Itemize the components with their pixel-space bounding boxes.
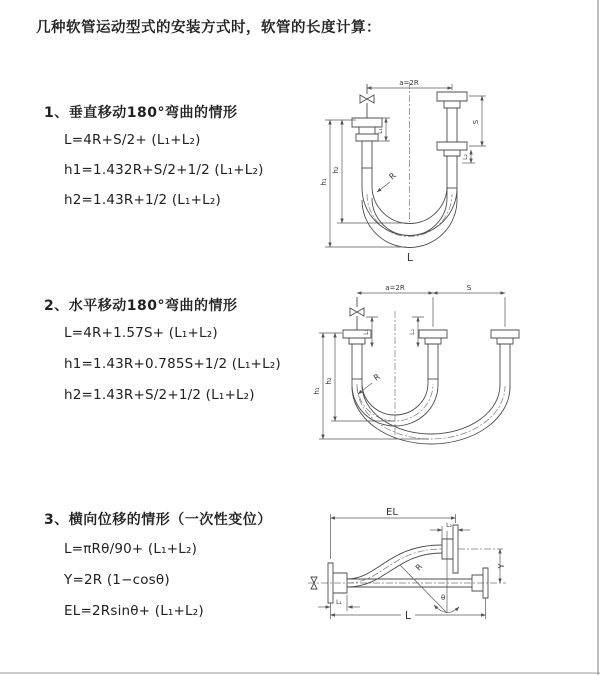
l1-dimension (318, 595, 360, 611)
dim-label-h2: h₂ (325, 377, 333, 385)
l2-dimension (462, 150, 475, 163)
dim-label-l1: L₁ (336, 599, 342, 606)
radius-callout (377, 171, 398, 192)
valve-icon (360, 84, 374, 118)
l-dimension (331, 598, 486, 622)
dim-label-l1: L₁ (377, 128, 384, 134)
section-3-heading: 3、横向位移的情形（一次性变位） (44, 512, 272, 528)
l2-dimension (430, 522, 470, 539)
section-2-formula-L: L=4R+1.57S+ (L₁+L₂) (64, 325, 218, 341)
page-title: 几种软管运动型式的安装方式时，软管的长度计算： (36, 20, 381, 36)
diagram-vertical-180-bend (312, 70, 592, 268)
section-3-formula-Y: Y=2R (1−cosθ) (64, 572, 170, 588)
section-3-formula-L: L=πRθ/90+ (L₁+L₂) (64, 541, 198, 557)
section-3-formula-EL: EL=2Rsinθ+ (L₁+L₂) (64, 603, 204, 619)
scan-edge-right (597, 0, 599, 675)
dim-label-r: R (413, 562, 425, 573)
section-2-formula-h2: h2=1.43R+S/2+1/2 (L₁+L₂) (64, 387, 255, 403)
hose-arcs (352, 379, 510, 444)
centerlines (367, 82, 452, 237)
dim-label-s: S (466, 284, 472, 292)
dim-label-h1: h₁ (320, 178, 328, 186)
dim-label-r: R (387, 171, 398, 182)
section-1-formula-h1: h1=1.432R+S/2+1/2 (L₁+L₂) (64, 162, 264, 178)
dim-label-a2r: a=2R (399, 79, 419, 87)
dim-label-el: EL (386, 507, 398, 518)
valve-icon (350, 297, 364, 330)
small-dimensions (363, 317, 424, 347)
scan-edge-bottom (0, 672, 600, 674)
dim-label-r: R (371, 372, 382, 383)
dim-label-h1: h₁ (313, 387, 321, 395)
dim-label-theta: θ (441, 594, 446, 602)
el-dimension (331, 507, 456, 559)
diagram-horizontal-180-bend (310, 283, 600, 463)
diagram-lateral-displacement (300, 503, 600, 648)
dim-label-l2: L₂ (409, 329, 416, 335)
angle-construction (400, 531, 459, 613)
section-1-heading: 1、垂直移动180°弯曲的情形 (44, 105, 238, 121)
dim-label-s: S (472, 119, 480, 125)
dim-label-l1: L₁ (363, 329, 370, 335)
left-pipe-flange (352, 118, 382, 168)
top-dimension (367, 79, 452, 90)
dim-label-l2: L₂ (462, 154, 469, 160)
dim-label-length: L (404, 609, 412, 622)
dim-label-h2: h₂ (332, 166, 340, 174)
curved-hose (347, 525, 503, 587)
right-pipe-flange (437, 92, 467, 188)
height-dimensions (320, 120, 407, 247)
dim-label-l2: L₂ (446, 522, 452, 529)
section-1-formula-h2: h2=1.43R+1/2 (L₁+L₂) (64, 192, 221, 208)
y-dimension (497, 549, 506, 583)
flanges (343, 330, 519, 383)
section-2-formula-h1: h1=1.43R+0.785S+1/2 (L₁+L₂) (64, 356, 281, 372)
section-1-formula-L: L=4R+S/2+ (L₁+L₂) (64, 132, 201, 148)
top-dimensions (357, 284, 505, 327)
dim-label-y: Y (497, 563, 506, 569)
dim-label-length: L (406, 251, 414, 264)
dim-label-a2r: a=2R (385, 284, 405, 292)
section-2-heading: 2、水平移动180°弯曲的情形 (44, 298, 238, 314)
s-dimension (469, 96, 486, 146)
